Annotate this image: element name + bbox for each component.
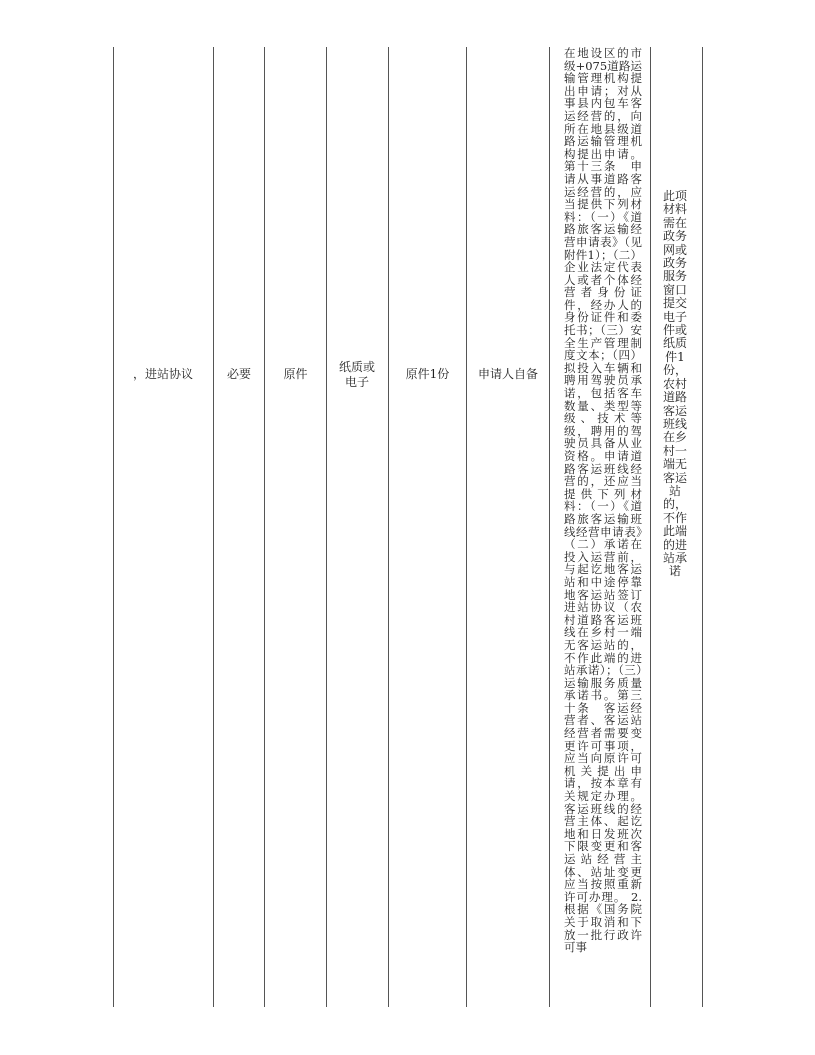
material-name-cell: ，进站协议 [132, 367, 193, 381]
legal-basis-text: 在地设区的市级+075道路运输管理机构提出申请；对从事县内包车客运经营的，向所在地县级道路运输管理机构提出申请。第十三条 申请从事道路客运经营的，应当提供下列材料：（一）《道路旅客运输经营申请表》（见附件1）；（二）企业法定代表人或者个体经营者身份证件，经办人的身份证件和委托书；（三）安全生产管理制度文本；（四）拟投入车辆和聘用驾驶员承诺，包括客车数量、类型等级、技术等级，聘用的驾驶员具备从业资格。申请道路客运班线经营的，还应当提供下列材料：（一）《道路旅客运输班线经营申请表》（二）承诺在投入运营前，与起讫地客运站和中途停靠地客运站签订进站协议（农村道路客运班线在乡村一端无客运站的，不作此端的进站承诺）；（三）运输服务质量承诺书。第三十条 客运经营者、客运站经营者需要变更许可事项，应当向原许可机关提出申请，按本章有关规定办理。客运班线的经营主体、起讫地和日发班次下限变更和客运站经营主体、站址变更应当按照重新许可办理。 2. 根据《国务院关于取消和下放一批行政许可事 [564, 46, 642, 955]
copies-cell: 原件1份 [405, 367, 450, 381]
column-divider-5 [466, 47, 467, 1007]
column-divider-3 [326, 47, 327, 1007]
column-divider-6 [549, 47, 550, 1007]
source-cell: 申请人自备 [477, 367, 538, 381]
table-border-right [702, 47, 703, 1007]
necessity-cell: 必要 [226, 367, 251, 381]
column-divider-7 [650, 47, 651, 1007]
column-divider-4 [388, 47, 389, 1007]
remarks-cell: 此项材料需在政务网或政务服务窗口提交电子件或纸质件1份，农村道路客运班线在乡村一端无客运站的，不作此端的进站承诺 [662, 189, 687, 579]
table-border-left [113, 47, 114, 1007]
legal-basis-cell [564, 47, 642, 954]
form-cell: 纸质或电子 [338, 360, 375, 389]
column-divider-1 [213, 47, 214, 1007]
material-type-cell: 原件 [283, 367, 308, 381]
column-divider-2 [264, 47, 265, 1007]
